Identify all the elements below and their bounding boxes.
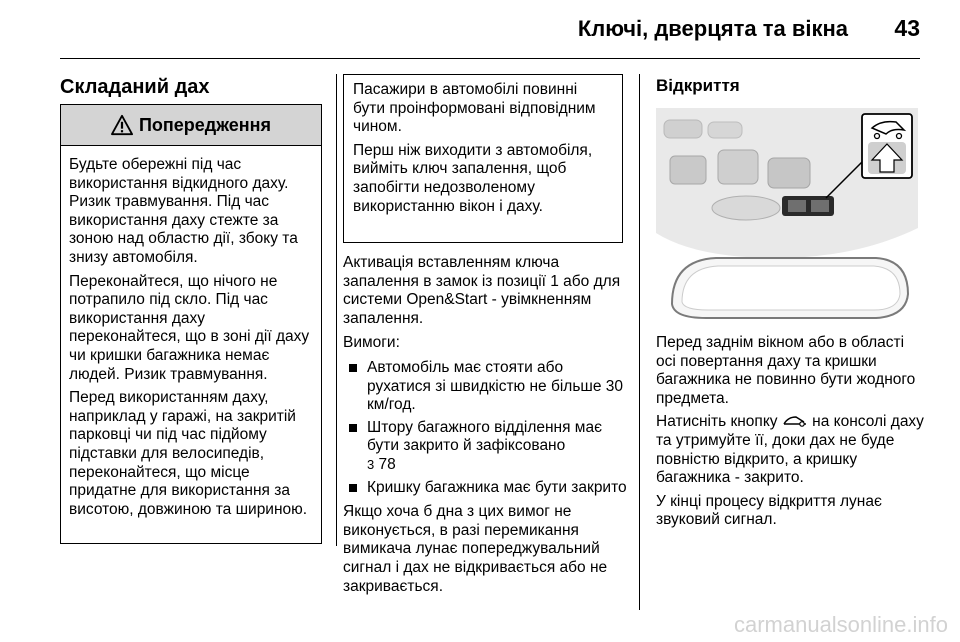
column-divider-1 <box>336 74 337 546</box>
passengers-note-paragraph: Пасажири в автомобілі повинні бути проінформовані відповідним чином. <box>353 81 596 136</box>
header-divider <box>60 58 920 59</box>
list-item-text: Автомобіль має стояти або рухатися зі швидкістю не більше 30 км/год. <box>367 358 624 414</box>
section-heading: Складаний дах <box>60 76 210 98</box>
warning-header <box>61 105 321 146</box>
watermark: carmanualsonline.info <box>733 612 948 637</box>
roof-open-button-icon <box>782 415 808 427</box>
warning-paragraph: Будьте обережні під час використання відкидного даху. Ризик травмування. Під час використання даху стежте за зоною над областю дії, збоку та знизу автомобіля. <box>69 156 298 266</box>
bullet-square-icon <box>349 484 357 492</box>
roof-console-illustration <box>656 108 918 320</box>
column-divider-2 <box>639 74 640 610</box>
warning-body <box>61 146 321 519</box>
list-item <box>343 359 629 415</box>
opening-paragraph: У кінці процесу відкриття лунає звуковий сигнал. <box>656 492 882 529</box>
opening-heading: Відкриття <box>656 76 740 95</box>
bullet-square-icon <box>349 424 357 432</box>
opening-text-before: Натисніть кнопку <box>656 413 782 431</box>
page-number: 43 <box>894 15 920 41</box>
warning-paragraph: Переконайтеся, що нічого не потрапило під скло. Під час використання даху переконайтеся, що в зоні дії даху чи кришки багажника немає людей. Ризик травмування. <box>69 272 310 383</box>
warning-signal-paragraph: Якщо хоча б дна з цих вимог не виконується, в разі перемикання вимикача лунає попереджувальний сигнал і дах не відкривається або не закривається. <box>343 503 608 595</box>
opening-paragraph <box>656 413 924 487</box>
requirements-label: Вимоги: <box>343 334 400 352</box>
requirements-list <box>343 359 629 497</box>
opening-paragraph: Перед заднім вікном або в області осі повертання даху та кришки багажника не повинно бути жодного предмета. <box>656 334 916 407</box>
opening-text-after: на консолі даху та утримуйте її, доки дах не буде повністю відкрито, а кришку багажника - закрито. <box>656 413 924 487</box>
opening-instructions <box>656 334 924 535</box>
page-reference-link[interactable]: 78 <box>378 455 396 473</box>
list-item <box>343 419 629 475</box>
list-item <box>343 479 629 498</box>
passengers-note-paragraph: Перш ніж виходити з автомобіля, вийміть ключ запалення, щоб запобігти недозволеному використанню вікон і даху. <box>353 141 593 215</box>
requirements-section <box>343 254 629 602</box>
list-item-text: Штору багажного відділення має бути закрито й зафіксовано <box>367 418 602 455</box>
list-item-text: Кришку багажника має бути закрито <box>367 478 627 496</box>
page-header-title: Ключі, дверцята та вікна <box>577 16 848 41</box>
warning-triangle-icon <box>111 114 133 136</box>
activation-paragraph: Активація вставленням ключа запалення в замок із позиції 1 або для системи Open&Start - увімкненням запалення. <box>343 254 621 327</box>
warning-title: Попередження <box>138 114 272 135</box>
passengers-note-box <box>343 74 623 243</box>
page-reference-arrow: 3 <box>367 456 375 472</box>
warning-box <box>60 104 322 544</box>
bullet-square-icon <box>349 364 357 372</box>
warning-paragraph: Перед використанням даху, наприклад у гаражі, на закритій парковці чи під час підйому підставки для велосипедів, переконайтеся, що місце придатне для використання за висотою, довжиною та шириною. <box>69 389 308 518</box>
